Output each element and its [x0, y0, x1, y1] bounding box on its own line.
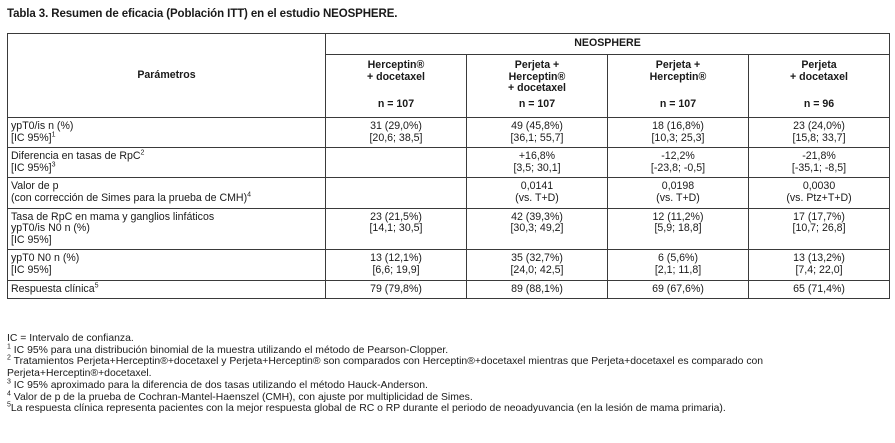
footnote	[7, 380, 889, 392]
footnote-text: Valor de p de la prueba de Cochran-Mantel-Haenszel (CMH), con ajuste por multiplicidad de Simes.	[10, 391, 473, 403]
cell-value: -12,2%	[661, 150, 695, 163]
row-label-line: (con corrección de Simes para la prueba de CMH)$^4$	[11, 191, 252, 204]
table-cell	[467, 280, 608, 299]
row-label	[8, 280, 326, 299]
cell-value: +16,8%	[518, 150, 556, 163]
footnote-text: IC = Intervalo de confianza.	[7, 333, 134, 344]
parameters-header: Parámetros	[8, 34, 326, 118]
row-label-line: [IC 95%]$^3$	[11, 161, 56, 174]
table-row	[8, 178, 890, 208]
footnote	[7, 345, 889, 357]
cell-value: [10,7; 26,8]	[792, 222, 846, 235]
row-label	[8, 118, 326, 148]
arm-n: n = 96	[803, 98, 835, 111]
row-label-line: [IC 95%]	[11, 233, 52, 246]
footnote-text: IC 95% aproximado para la diferencia de dos tasas utilizando el método Hauck-Anderson.	[10, 379, 428, 391]
cell-value: (vs. T+D)	[656, 191, 700, 204]
arm-n: n = 107	[518, 98, 556, 111]
table-header	[8, 34, 890, 118]
table-row	[8, 280, 890, 299]
table-cell	[608, 280, 749, 299]
footnote-marker: 4	[247, 191, 252, 199]
table-cell	[749, 118, 890, 148]
footnote-marker: 5	[94, 282, 99, 289]
cell-value: 89 (88,1%)	[511, 282, 563, 295]
footnote	[7, 392, 889, 404]
cell-value: (vs. T+D)	[515, 191, 559, 204]
footnote-marker: 3	[51, 161, 56, 169]
cell-value: [3,5; 30,1]	[513, 161, 561, 174]
cell-value: [5,9; 18,8]	[654, 222, 702, 235]
arm-header	[749, 55, 890, 118]
table-cell	[749, 280, 890, 299]
cell-value: 6 (5,6%)	[657, 252, 699, 265]
table-cell	[467, 118, 608, 148]
footnote-marker: 5	[7, 401, 11, 409]
table-cell	[749, 208, 890, 250]
arm-name: Perjeta + docetaxel	[790, 59, 849, 83]
row-label	[8, 148, 326, 178]
row-label-line: ypT0/is N0 n (%)	[11, 222, 90, 235]
table-cell	[467, 148, 608, 178]
cell-value: 13 (13,2%)	[793, 252, 845, 265]
cell-value: [36,1; 55,7]	[510, 131, 564, 144]
table-cell	[326, 148, 467, 178]
table-row	[8, 208, 890, 250]
cell-value: 35 (32,7%)	[511, 252, 563, 265]
table-cell	[467, 178, 608, 208]
table-cell	[467, 250, 608, 280]
cell-value: 0,0198	[661, 180, 695, 193]
table-cell	[326, 208, 467, 250]
table-caption: Tabla 3. Resumen de eficacia (Población ITT) en el estudio NEOSPHERE.	[7, 8, 398, 20]
row-label-line: Diferencia en tasas de RpC$^2$	[11, 149, 145, 163]
footnote-marker: 4	[7, 390, 11, 398]
table-cell	[326, 118, 467, 148]
arm-n: n = 107	[377, 98, 415, 111]
arm-header	[608, 55, 749, 118]
arm-name: Perjeta + Herceptin® + docetaxel	[507, 59, 566, 95]
cell-value: 23 (21,5%)	[370, 210, 422, 223]
cell-value: [-23,8; -0,5]	[650, 161, 706, 174]
study-header: NEOSPHERE	[326, 34, 890, 55]
row-label	[8, 178, 326, 208]
row-label-line: [IC 95%]$^1$	[11, 131, 56, 144]
cell-value: [15,8; 33,7]	[792, 131, 846, 144]
arm-n: n = 107	[659, 98, 697, 111]
cell-value: 69 (67,6%)	[652, 282, 704, 295]
footnote-marker: 2	[7, 354, 11, 362]
table-cell	[608, 178, 749, 208]
cell-value: [6,6; 19,9]	[372, 263, 420, 276]
footnote-marker: 1	[51, 131, 56, 139]
table-cell	[608, 208, 749, 250]
cell-value: [-35,1; -8,5]	[791, 161, 847, 174]
row-label-line: ypT0/is n (%)	[11, 120, 74, 132]
table-cell	[326, 280, 467, 299]
cell-value: [24,0; 42,5]	[510, 263, 564, 276]
arm-name: Perjeta + Herceptin®	[649, 59, 707, 83]
footnotes	[7, 333, 889, 415]
cell-value: [20,6; 38,5]	[369, 131, 423, 144]
footnote-marker: 2	[140, 149, 145, 157]
cell-value: 31 (29,0%)	[370, 120, 422, 132]
table-cell	[608, 250, 749, 280]
cell-value: 0,0141	[520, 180, 554, 193]
footnote	[7, 403, 889, 415]
table-cell	[749, 250, 890, 280]
cell-value: (vs. Ptz+T+D)	[786, 191, 852, 204]
cell-value: [14,1; 30,5]	[369, 222, 423, 235]
cell-value: 49 (45,8%)	[511, 120, 563, 132]
footnote-text: Tratamientos Perjeta+Herceptin®+docetaxel y Perjeta+Herceptin® son comparados con Herceptin®+docetaxel mientras que Perjeta+docetaxel es comparado con Perjeta+Herceptin®+docetaxel.	[7, 356, 764, 380]
table-cell	[608, 118, 749, 148]
footnote-marker: 3	[7, 378, 11, 386]
footnote-text: IC 95% para una distribución binomial de la muestra utilizando el método de Pearson-Clopper.	[10, 344, 449, 356]
arm-header	[326, 55, 467, 118]
table-row	[8, 118, 890, 148]
table-cell	[467, 208, 608, 250]
footnote	[7, 333, 889, 345]
cell-value: 79 (79,8%)	[370, 282, 422, 295]
table-row	[8, 250, 890, 280]
table-cell	[608, 148, 749, 178]
footnote-text: La respuesta clínica representa pacientes con la mejor respuesta global de RC o RP durante el periodo de neoadyuvancia (en la lesión de mama primaria).	[10, 403, 726, 415]
arm-name: Herceptin® + docetaxel	[366, 59, 425, 83]
row-label	[8, 208, 326, 250]
cell-value: 23 (24,0%)	[793, 120, 845, 132]
cell-value: 12 (11,2%)	[652, 210, 704, 223]
cell-value: [2,1; 11,8]	[654, 263, 702, 276]
footnote-marker: 1	[7, 343, 11, 351]
cell-value: -21,8%	[802, 150, 836, 163]
table-row	[8, 148, 890, 178]
efficacy-table	[7, 33, 890, 299]
row-label-line: ypT0 N0 n (%)	[11, 252, 80, 265]
table-body	[8, 118, 890, 299]
row-label-line: [IC 95%]	[11, 263, 52, 276]
cell-value: 65 (71,4%)	[793, 282, 845, 295]
row-label-line: Tasa de RpC en mama y ganglios linfáticos	[11, 210, 215, 223]
cell-value: 17 (17,7%)	[793, 210, 845, 223]
footnote	[7, 356, 889, 379]
table-cell	[326, 178, 467, 208]
cell-value: 13 (12,1%)	[370, 252, 422, 265]
cell-value: 0,0030	[802, 180, 836, 193]
row-label-line: Valor de p	[11, 180, 59, 193]
table-cell	[326, 250, 467, 280]
cell-value: [7,4; 22,0]	[795, 263, 843, 276]
cell-value: [10,3; 25,3]	[651, 131, 705, 144]
row-label-line: Respuesta clínica$^5$	[11, 282, 99, 295]
arm-header	[467, 55, 608, 118]
row-label	[8, 250, 326, 280]
table-cell	[749, 148, 890, 178]
cell-value: 18 (16,8%)	[652, 120, 704, 132]
cell-value: 42 (39,3%)	[511, 210, 563, 223]
cell-value: [30,3; 49,2]	[510, 222, 564, 235]
table-cell	[749, 178, 890, 208]
